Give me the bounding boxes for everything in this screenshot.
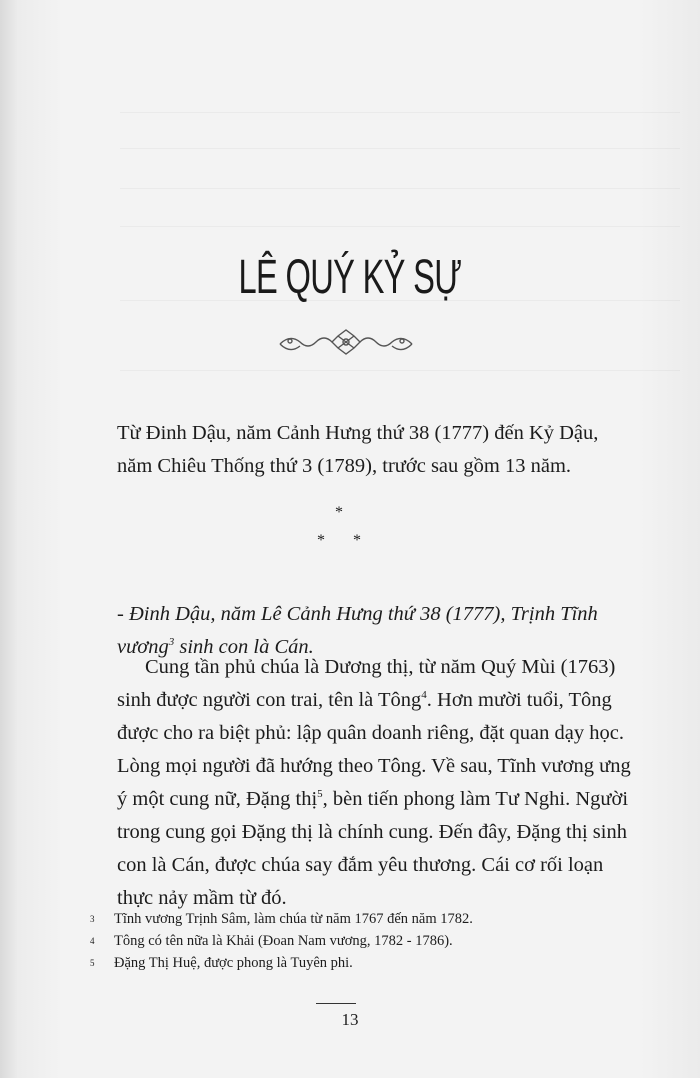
separator-star: * xyxy=(335,504,343,521)
chapter-intro: Từ Đinh Dậu, năm Cảnh Hưng thứ 38 (1777) đến Kỷ Dậu, năm Chiêu Thống thứ 3 (1789), trước sau gồm 13 năm. xyxy=(117,422,599,477)
footnote xyxy=(90,908,650,930)
bleed-through-line xyxy=(120,226,680,227)
separator-star: * xyxy=(317,532,325,549)
separator-star: * xyxy=(353,532,361,549)
footnote-ref: 5 xyxy=(317,788,323,801)
entry-heading-text: - Đinh Dậu, năm Lê Cảnh Hưng thứ 38 (1777), Trịnh Tĩnh vương xyxy=(117,603,598,658)
bleed-through-line xyxy=(120,148,680,149)
footnote-ref: 4 xyxy=(421,689,427,702)
chapter-title: LÊ QUÝ KỶ SỰ xyxy=(238,251,462,304)
footnote-text: Tĩnh vương Trịnh Sâm, làm chúa từ năm 1767 đến năm 1782. xyxy=(114,911,473,927)
footnote-number: 4 xyxy=(90,936,95,946)
footnote-ref: 3 xyxy=(168,636,175,649)
footnote xyxy=(90,952,650,974)
footnote-text: Đặng Thị Huệ, được phong là Tuyên phi. xyxy=(114,955,353,971)
bleed-through-line xyxy=(120,112,680,113)
body-text: Cung tần phủ chúa là Dương thị, từ năm Quý Mùi (1763) sinh được người con trai, tên là Tông xyxy=(117,656,616,711)
entry-heading-text: sinh con là Cán. xyxy=(174,636,314,658)
footnote-number: 5 xyxy=(90,958,95,968)
footnotes xyxy=(90,908,650,974)
footnote-text: Tông có tên nữa là Khải (Đoan Nam vương, 1782 - 1786). xyxy=(114,933,453,949)
body-text: . Hơn mười tuổi, Tông được cho ra biệt phủ: lập quân doanh riêng, đặt quan dạy học. Lòng mọi người đã hướng theo Tông. Về sau, Tĩnh vương ưng ý một cung nữ, Đặng thị xyxy=(117,689,631,810)
page-number: 13 xyxy=(341,1010,359,1029)
entry-body xyxy=(117,651,637,915)
bleed-through-line xyxy=(120,188,680,189)
body-text: , bèn tiến phong làm Tư Nghi. Người trong cung gọi Đặng thị là chính cung. Đến đây, Đặng thị sinh con là Cán, được chúa say đắm yêu thương. Cái cơ rối loạn thực nảy mầm từ đó. xyxy=(117,788,629,909)
bleed-through-line xyxy=(120,370,680,371)
ornament-divider-icon xyxy=(276,324,416,360)
footnote xyxy=(90,930,650,952)
footnote-number: 3 xyxy=(90,914,95,924)
page-number-rule xyxy=(316,1003,356,1004)
